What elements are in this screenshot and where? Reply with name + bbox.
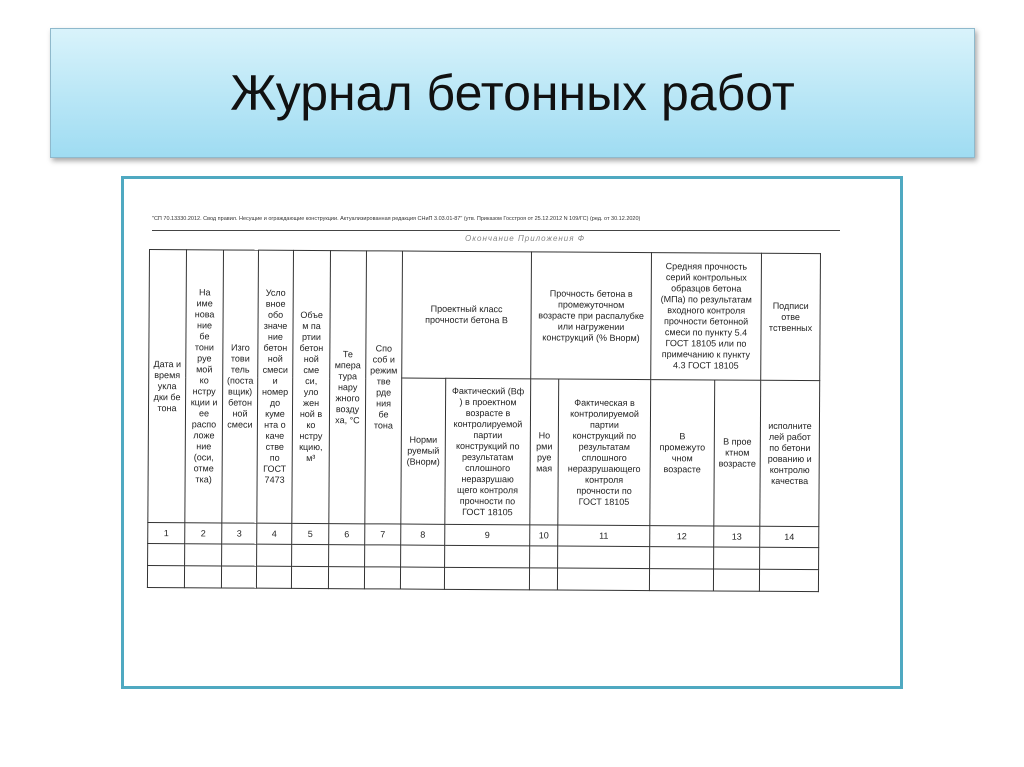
empty-cell: [365, 545, 401, 567]
empty-cell: [713, 569, 759, 591]
header-cell-signatures: Подписи отве тственных: [761, 253, 821, 380]
header-group-design-class: Проектный класс прочности бетона В: [402, 251, 532, 379]
header-cell-normative-percent: Но рми руе мая: [530, 379, 559, 525]
empty-cell: [256, 566, 291, 588]
empty-cell: [714, 547, 760, 569]
header-cell-structure-name: На име нова ние бе тони руе мой ко нстру кции и ее распо ложе ние (оси, отме тка): [185, 250, 224, 523]
header-cell-actual-percent: Фактическая в контролируемой партии конструкций по результатам сплошного неразрушающего контроля прочности по ГОСТ 18105: [558, 379, 651, 526]
header-cell-batch-volume: Объе м па ртии бетон ной сме си, уло жен ной в ко нстру кцию, м³: [292, 250, 331, 523]
column-number: 13: [714, 526, 760, 547]
column-number: 14: [760, 526, 819, 547]
header-cell-actual-class: Фактический (Вф ) в проектном возрасте в контролируемой партии конструкций по результатам сплошного неразрушаю щего контроля прочности по ГОСТ 18105: [445, 378, 531, 525]
empty-cell: [557, 568, 649, 591]
header-cell-quality-control: исполните лей работ по бетони рованию и контролю качества: [760, 380, 820, 526]
empty-cell: [291, 566, 328, 588]
empty-cell: [444, 567, 529, 590]
header-cell-manufacturer: Изго тови тель (поста вщик) бетон ной смеси: [222, 250, 259, 523]
header-cell-air-temperature: Те мпера тура нару жного возду ха, °С: [329, 251, 367, 524]
empty-cell: [222, 544, 257, 566]
column-number: 5: [292, 523, 329, 544]
header-group-intermediate-strength: Прочность бетона в промежуточном возрасте при распалубке или нагружении конструкций (% Внорм): [531, 252, 652, 380]
header-cell-intermediate-age: В промежуто чном возрасте: [650, 380, 715, 526]
column-number: 11: [558, 525, 650, 547]
column-number: 8: [401, 524, 445, 545]
header-cell-mix-designation: Усло вное обо значе ние бетон ной смеси и номер до куме нта о каче стве по ГОСТ 7473: [257, 250, 294, 523]
empty-cell: [221, 566, 256, 588]
concrete-works-journal-table: [147, 249, 821, 592]
empty-cell: [649, 569, 713, 591]
header-cell-normative-class: Норми руемый (Внорм): [401, 378, 446, 524]
header-cell-date: Дата и время укла дки бе тона: [148, 250, 187, 523]
column-number: 2: [185, 523, 222, 544]
column-number: 9: [445, 524, 530, 546]
slide-title-box: [50, 28, 975, 158]
header-divider: [152, 230, 840, 231]
empty-cell: [759, 569, 818, 591]
empty-cell: [558, 546, 650, 569]
slide-title: Журнал бетонных работ: [230, 65, 795, 121]
empty-cell: [650, 547, 714, 569]
header-cell-curing-method: Спо соб и режим тве рде ния бе тона: [365, 251, 403, 524]
header-group-average-strength: Средняя прочность серий контрольных образцов бетона (МПа) по результатам входного контроля прочности бетонной смеси по пункту 5.4 ГОСТ 18105 или по примечанию к пункту 4.3 ГОСТ 18105: [651, 253, 762, 381]
empty-cell: [445, 545, 530, 568]
column-number: 6: [329, 524, 365, 545]
document-header-line: "СП 70.13330.2012. Свод правил. Несущие и ограждающие конструкции. Актуализированная редакция СНиП 3.03.01-87" (утв. Приказом Госстроя от 25.12.2012 N 109/ГС) (ред. от 30.12.2020): [152, 216, 641, 222]
empty-cell: [329, 545, 365, 567]
table-header-row-1: [149, 250, 821, 381]
appendix-label: Окончание Приложения Ф: [465, 234, 586, 243]
header-cell-design-age: В прое ктном возрасте: [714, 380, 761, 526]
empty-cell: [400, 567, 444, 589]
column-number: 12: [650, 526, 714, 547]
column-number: 4: [257, 523, 292, 544]
empty-cell: [185, 544, 222, 566]
empty-cell: [529, 568, 557, 590]
empty-cell: [760, 547, 819, 569]
empty-cell: [401, 545, 445, 567]
empty-cell: [147, 565, 184, 587]
empty-cell: [530, 546, 558, 568]
column-number: 10: [530, 525, 558, 546]
empty-cell: [257, 544, 292, 566]
empty-cell: [328, 567, 364, 589]
column-number: 7: [365, 524, 401, 545]
empty-cell: [184, 566, 221, 588]
empty-cell: [364, 567, 400, 589]
empty-cell: [148, 543, 185, 565]
column-number: 3: [222, 523, 257, 544]
empty-cell: [292, 544, 329, 566]
column-number: 1: [148, 522, 185, 543]
table-row: [147, 565, 818, 591]
